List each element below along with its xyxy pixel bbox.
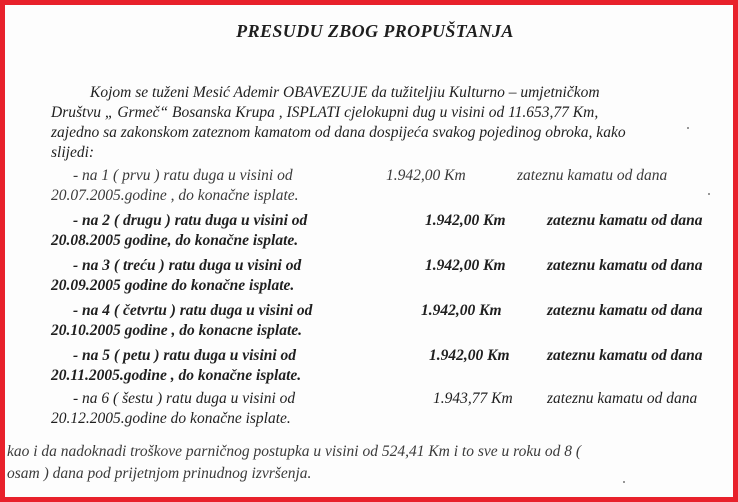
installment-3-lead: - na 3 ( treću ) ratu duga u visini od <box>73 257 302 274</box>
installment-3-tail: zateznu kamatu od dana <box>547 257 703 274</box>
installment-2-tail: zateznu kamatu od dana <box>547 212 703 229</box>
installment-1-lead: - na 1 ( prvu ) ratu duga u visini od <box>73 167 293 184</box>
installment-4-tail: zateznu kamatu od dana <box>547 302 703 319</box>
intro-line-3: zajedno sa zakonskom zateznom kamatom od dana dospijeća svakog pojedinog obroka, kako <box>51 124 626 141</box>
installment-1-tail: zateznu kamatu od dana <box>517 167 668 184</box>
intro-line-4: slijedi: <box>51 144 95 161</box>
installment-5-amount: 1.942,00 Km <box>429 347 510 364</box>
installment-6-amount: 1.943,77 Km <box>433 390 513 407</box>
installment-5-tail: zateznu kamatu od dana <box>547 347 703 364</box>
closing-line-1: kao i da nadoknadi troškove parničnog postupka u visini od 524,41 Km i to sve u roku od 8 ( <box>7 443 582 460</box>
installment-4-lead: - na 4 ( četvrtu ) ratu duga u visini od <box>73 302 313 319</box>
installment-6-lead: - na 6 ( šestu ) ratu duga u visini od <box>73 390 296 407</box>
scan-speck <box>708 193 710 195</box>
scan-speck <box>687 127 689 129</box>
intro-line-1: Kojom se tuženi Mesić Ademir OBAVEZUJE da tužiteljiu Kulturno – umjetničkom <box>90 84 600 101</box>
installment-2-lead: - na 2 ( drugu ) ratu duga u visini od <box>73 212 308 229</box>
installment-6-tail: zateznu kamatu od dana <box>547 390 698 407</box>
installment-1-continuation: 20.07.2005.godine , do konačne isplate. <box>51 187 299 204</box>
document-title: PRESUDU ZBOG PROPUŠTANJA <box>236 21 514 41</box>
installment-2-continuation: 20.08.2005 godine, do konačne isplate. <box>51 232 299 249</box>
installment-6-continuation: 20.12.2005.godine do konačne isplate. <box>51 410 291 427</box>
intro-line-2: Društvu „ Grmeč“ Bosanska Krupa , ISPLATI cjelokupni dug u visini od 11.653,77 Km, <box>51 104 599 121</box>
installment-5-lead: - na 5 ( petu ) ratu duga u visini od <box>73 347 297 364</box>
installment-4-continuation: 20.10.2005 godine , do konacne isplate. <box>51 322 303 339</box>
closing-line-2: osam ) dana pod prijetnjom prinudnog izvršenja. <box>7 465 312 482</box>
installment-3-amount: 1.942,00 Km <box>425 257 506 274</box>
scan-speck <box>623 481 625 483</box>
installment-2-amount: 1.942,00 Km <box>425 212 506 229</box>
installment-4-amount: 1.942,00 Km <box>421 302 502 319</box>
installment-1-amount: 1.942,00 Km <box>386 167 466 184</box>
document-scan <box>5 5 733 497</box>
installment-3-continuation: 20.09.2005 godine do konačne isplate. <box>51 277 295 294</box>
installment-5-continuation: 20.11.2005.godine , do konačne isplate. <box>51 367 302 384</box>
